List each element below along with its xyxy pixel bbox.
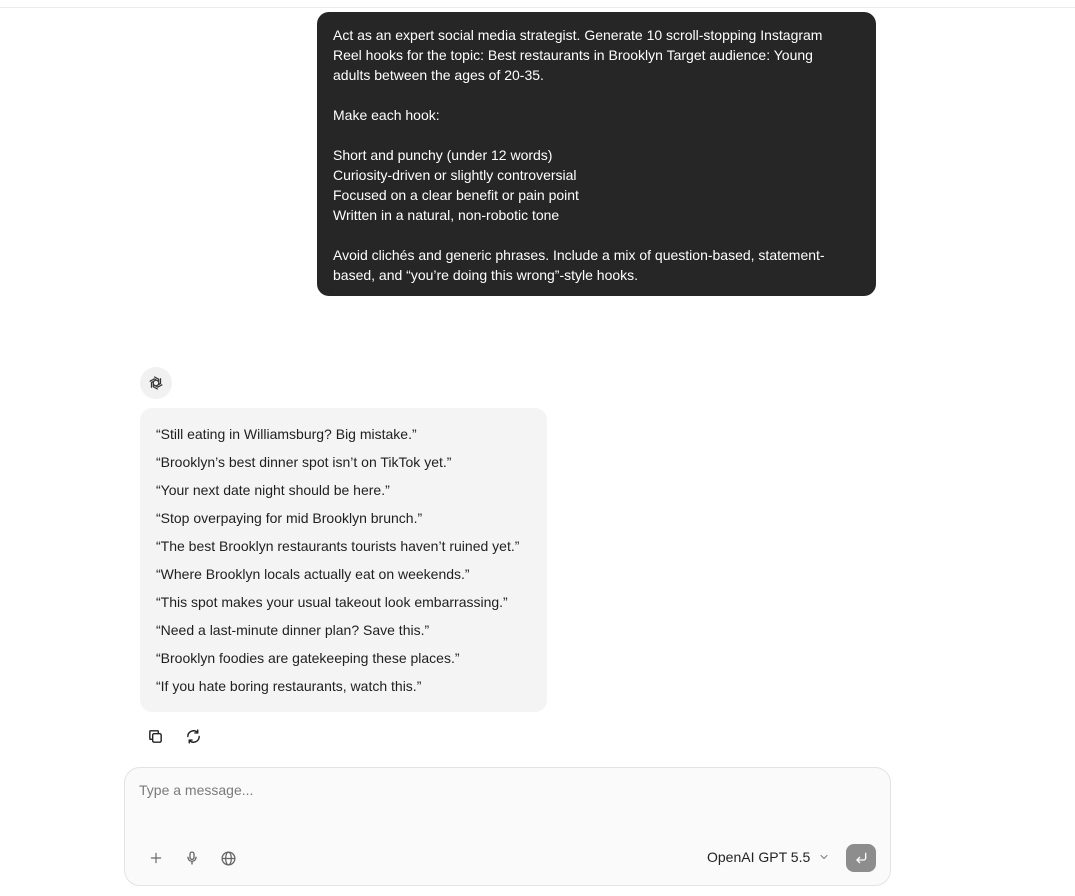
send-button[interactable]: [846, 844, 876, 872]
hook-item: “Stop overpaying for mid Brooklyn brunch.”: [156, 510, 423, 526]
openai-logo-icon: [146, 373, 166, 393]
hook-item: “Where Brooklyn locals actually eat on weekends.”: [156, 566, 470, 582]
user-message-line: Reel hooks for the topic: Best restaurants in Brooklyn Target audience: Young: [333, 47, 813, 63]
voice-input-button[interactable]: [183, 849, 201, 867]
message-composer: [124, 767, 891, 886]
user-message-line: Avoid clichés and generic phrases. Include a mix of question-based, statement-: [333, 247, 825, 263]
assistant-avatar: [140, 367, 172, 399]
composer-tools: [147, 849, 237, 867]
web-search-button[interactable]: [219, 849, 237, 867]
regenerate-button[interactable]: [184, 727, 202, 745]
user-message-line: Short and punchy (under 12 words): [333, 147, 553, 163]
hook-item: “Still eating in Williamsburg? Big mistake.”: [156, 426, 417, 442]
model-selector[interactable]: [707, 849, 830, 865]
message-actions: [146, 727, 202, 745]
chevron-down-icon: [818, 851, 830, 863]
assistant-message-bubble: [140, 408, 547, 712]
model-label: OpenAI GPT 5.5: [707, 849, 811, 865]
message-input[interactable]: [139, 782, 869, 832]
user-message-line: [333, 85, 856, 105]
hook-item: “Brooklyn foodies are gatekeeping these places.”: [156, 650, 460, 666]
user-message-line: Focused on a clear benefit or pain point: [333, 187, 579, 203]
user-message-line: Act as an expert social media strategist. Generate 10 scroll-stopping Instagram: [333, 27, 823, 43]
hook-item: “Brooklyn’s best dinner spot isn’t on TikTok yet.”: [156, 454, 452, 470]
plus-icon: [149, 851, 163, 865]
globe-icon: [220, 850, 237, 867]
user-message-line: based, and “you’re doing this wrong”-style hooks.: [333, 267, 639, 283]
hook-item: “Your next date night should be here.”: [156, 482, 390, 498]
user-message-line: Curiosity-driven or slightly controversial: [333, 167, 577, 183]
microphone-icon: [184, 850, 200, 866]
attach-button[interactable]: [147, 849, 165, 867]
hook-item: “Need a last-minute dinner plan? Save this.”: [156, 622, 430, 638]
user-message-bubble: [317, 12, 876, 296]
user-message-line: adults between the ages of 20-35.: [333, 67, 544, 83]
top-divider: [0, 7, 1075, 8]
user-message-line: Written in a natural, non-robotic tone: [333, 207, 560, 223]
regenerate-icon: [185, 728, 202, 745]
copy-icon: [147, 728, 164, 745]
user-message-line: Make each hook:: [333, 107, 440, 123]
user-message-line: [333, 225, 856, 245]
hook-item: “This spot makes your usual takeout look embarrassing.”: [156, 594, 508, 610]
hook-item: “If you hate boring restaurants, watch this.”: [156, 678, 422, 694]
user-message-line: [333, 125, 856, 145]
hook-item: “The best Brooklyn restaurants tourists haven’t ruined yet.”: [156, 538, 520, 554]
copy-button[interactable]: [146, 727, 164, 745]
send-icon: [853, 850, 869, 866]
